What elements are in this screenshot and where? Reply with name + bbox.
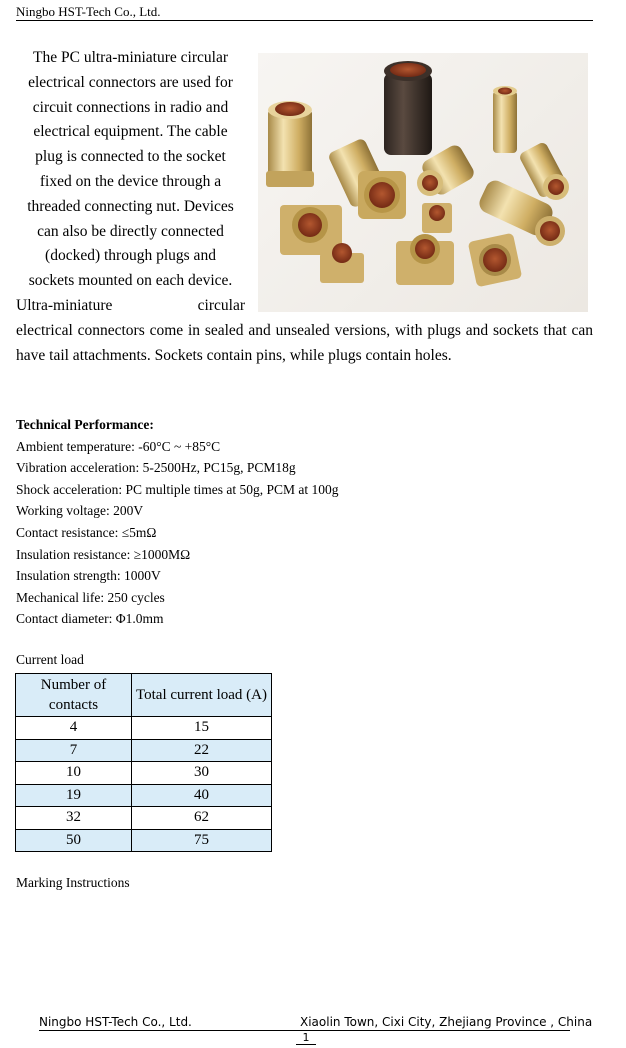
small-plug-icon xyxy=(493,86,517,153)
table-cell: 75 xyxy=(132,829,272,852)
tech-item: Working voltage: 200V xyxy=(16,503,144,519)
table-cell: 32 xyxy=(16,807,132,830)
footer-address: Xiaolin Town, Cixi City, Zhejiang Province , China xyxy=(300,1015,593,1029)
table-cell: 40 xyxy=(132,784,272,807)
table-cell: 19 xyxy=(16,784,132,807)
intro-line: plug is connected to the socket xyxy=(35,148,226,166)
table-cell: 15 xyxy=(132,717,272,740)
table-cell: 22 xyxy=(132,739,272,762)
table-row xyxy=(16,829,272,852)
intro-line: circuit connections in radio and xyxy=(32,98,229,116)
tech-item: Shock acceleration: PC multiple times at 50g, PCM at 100g xyxy=(16,481,339,497)
table-cell: 62 xyxy=(132,807,272,830)
technical-performance xyxy=(16,414,576,630)
small-socket-icon xyxy=(422,203,452,233)
column-header: Total current load (A) xyxy=(132,674,272,717)
marking-instructions-heading: Marking Instructions xyxy=(16,875,130,890)
receptacle-socket-icon xyxy=(468,233,523,288)
angled-plug-icon xyxy=(518,141,569,200)
header-rule xyxy=(16,20,593,21)
intro-paragraph xyxy=(16,46,245,319)
page-number-rule xyxy=(296,1044,316,1045)
tech-item: Ambient temperature: -60°C ~ +85°C xyxy=(16,438,221,454)
table-cell: 30 xyxy=(132,762,272,785)
table-cell: 50 xyxy=(16,829,132,852)
intro-line: sockets mounted on each device. xyxy=(28,272,233,290)
footer-company: Ningbo HST-Tech Co., Ltd. xyxy=(39,1015,192,1029)
intro-last-line-left: Ultra-miniature xyxy=(16,296,113,314)
table-row xyxy=(16,717,272,740)
tech-title: Technical Performance: xyxy=(16,417,154,432)
column-header: Number of contacts xyxy=(16,674,132,717)
intro-line: electrical equipment. The cable xyxy=(33,123,228,141)
table-row xyxy=(16,807,272,830)
tech-item: Contact resistance: ≤5mΩ xyxy=(16,524,157,540)
connector-plug-icon xyxy=(266,101,314,187)
tech-item: Insulation strength: 1000V xyxy=(16,568,161,584)
table-row xyxy=(16,784,272,807)
tech-item: Contact diameter: Φ1.0mm xyxy=(16,611,164,627)
dark-connector-icon xyxy=(384,61,432,155)
intro-line: fixed on the device through a xyxy=(39,172,222,190)
tech-item: Mechanical life: 250 cycles xyxy=(16,589,165,605)
header-company: Ningbo HST-Tech Co., Ltd. xyxy=(16,4,161,19)
intro-line: electrical connectors are used for xyxy=(28,73,233,91)
table-cell: 4 xyxy=(16,717,132,740)
table-row xyxy=(16,762,272,785)
intro-last-line-right: circular xyxy=(197,296,245,314)
tech-item: Insulation resistance: ≥1000MΩ xyxy=(16,546,191,562)
intro-continuation: electrical connectors come in sealed and unsealed versions, with plugs and sockets that can have tail attachments. Sockets contain pins, while plugs contain holes. xyxy=(16,322,593,364)
intro-last-line xyxy=(16,294,245,319)
intro-line: threaded connecting nut. Devices xyxy=(27,197,234,215)
page-number: 1 xyxy=(302,1031,310,1044)
current-load-table xyxy=(15,673,272,852)
table-row xyxy=(16,739,272,762)
table-header-row xyxy=(16,674,272,717)
square-socket-icon xyxy=(280,205,342,255)
intro-line: (docked) through plugs and xyxy=(45,247,216,265)
connector-product-photo xyxy=(258,53,588,312)
pin-socket-icon xyxy=(396,234,454,285)
intro-line: The PC ultra-miniature circular xyxy=(33,49,228,66)
current-load-caption: Current load xyxy=(16,652,84,667)
table-cell: 10 xyxy=(16,762,132,785)
table-cell: 7 xyxy=(16,739,132,762)
intro-line: can also be directly connected xyxy=(37,222,224,240)
tech-item: Vibration acceleration: 5-2500Hz, PC15g, PCM18g xyxy=(16,460,296,476)
